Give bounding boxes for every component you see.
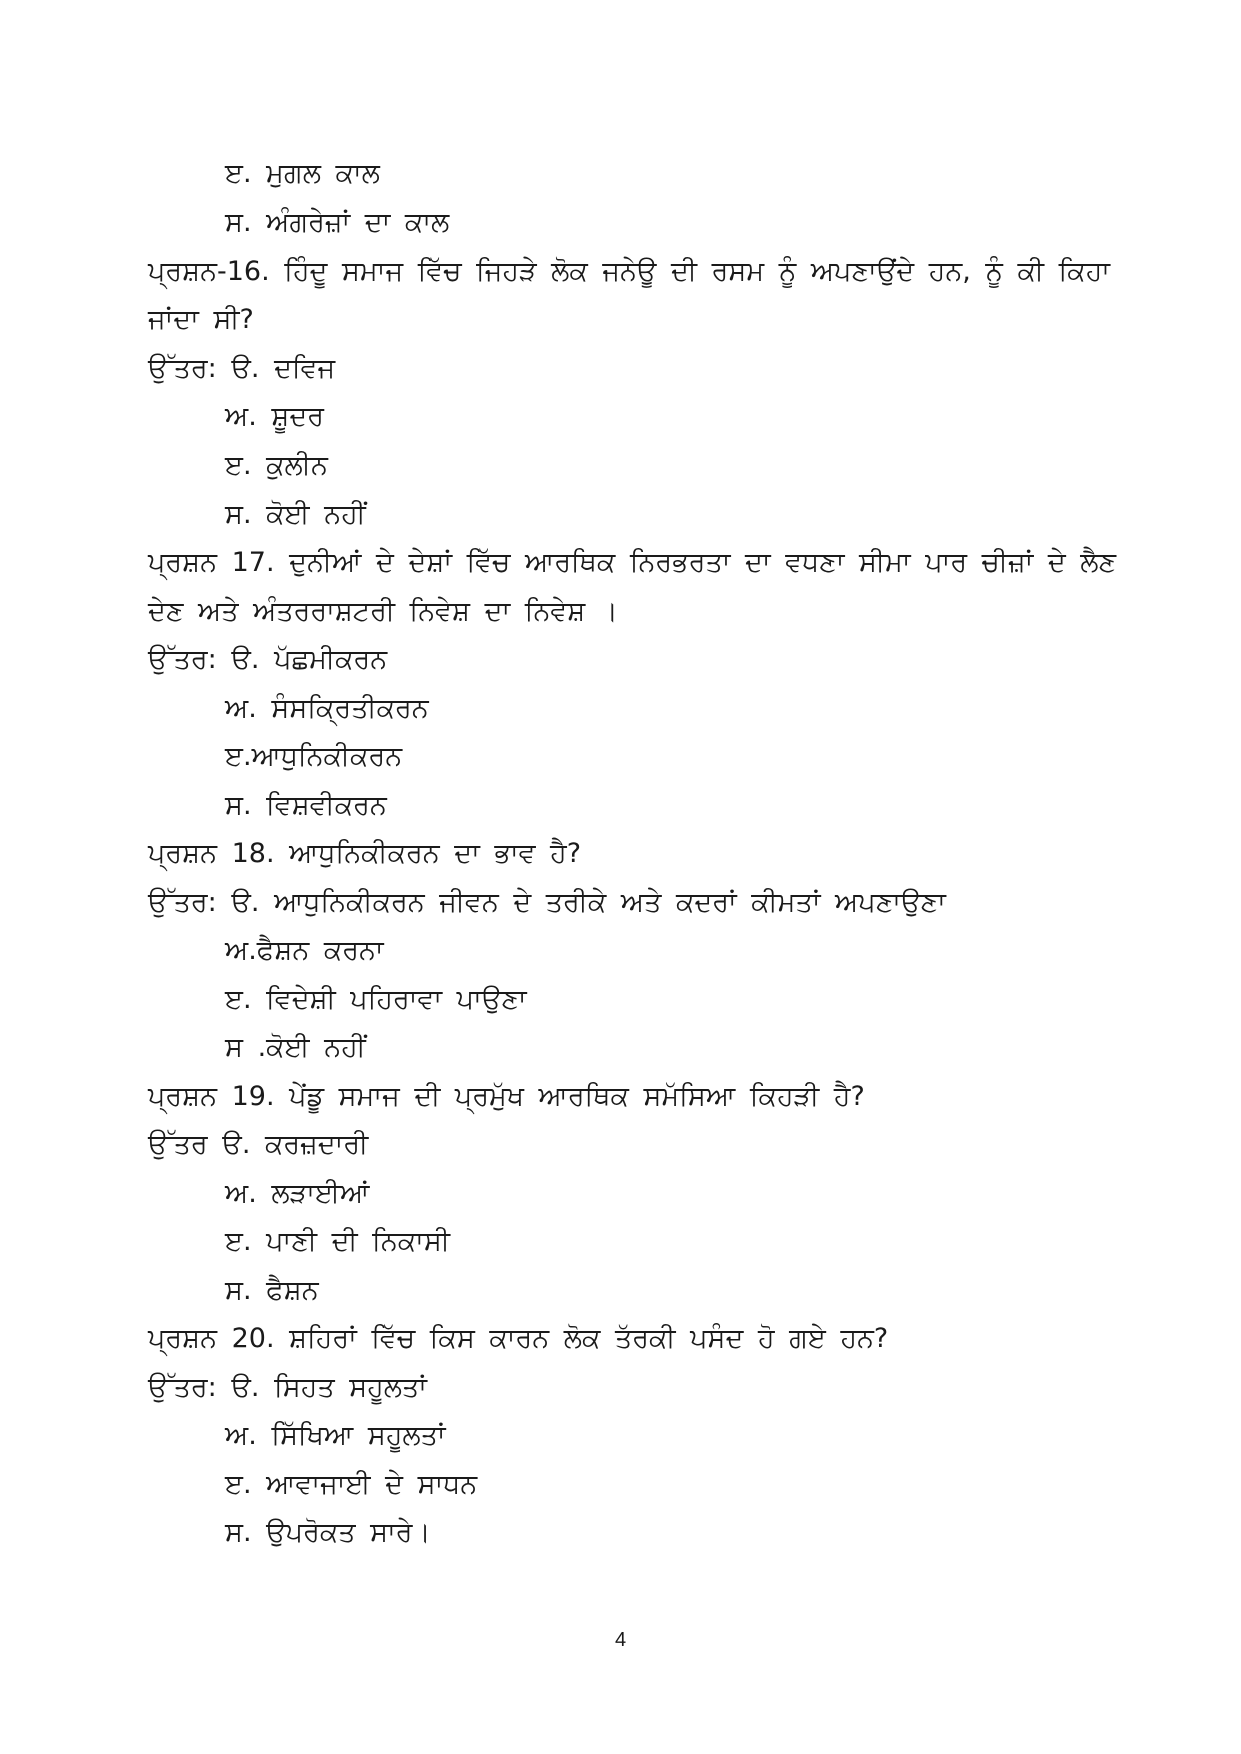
option-c-q18: ੲ. ਵਿਦੇਸ਼ੀ ਪਹਿਰਾਵਾ ਪਾਉਣਾ: [225, 984, 527, 1015]
option-d-q19: ਸ. ਫੈਸ਼ਨ: [225, 1275, 319, 1306]
option-b-q16: ਅ. ਸ਼ੂਦਰ: [225, 401, 324, 432]
option-c-q20: ੲ. ਆਵਾਜਾਈ ਦੇ ਸਾਧਨ: [225, 1469, 478, 1500]
option-b-q19: ਅ. ਲੜਾਈਆਂ: [225, 1178, 370, 1209]
page-number: 4: [614, 1629, 627, 1651]
answer-q17-option-a: ਉੱਤਰ: ੳ. ਪੱਛਮੀਕਰਨ: [148, 644, 388, 675]
answer-q18-option-a: ਉੱਤਰ: ੳ. ਆਧੁਨਿਕੀਕਰਨ ਜੀਵਨ ਦੇ ਤਰੀਕੇ ਅਤੇ ਕਦਰਾਂ ਕੀਮਤਾਂ ਅਪਣਾਉਣਾ: [148, 887, 946, 918]
option-c-q19: ੲ. ਪਾਣੀ ਦੀ ਨਿਕਾਸੀ: [225, 1226, 450, 1257]
option-c-q15: ੲ. ਮੁਗਲ ਕਾਲ: [225, 158, 380, 189]
question-19: ਪ੍ਰਸ਼ਨ 19. ਪੇਂਡੂ ਸਮਾਜ ਦੀ ਪ੍ਰਮੁੱਖ ਆਰਥਿਕ ਸਮੱਸਿਆ ਕਿਹੜੀ ਹੈ?: [148, 1081, 865, 1112]
option-b-q17: ਅ. ਸੰਸਕ੍ਰਿਤੀਕਰਨ: [225, 693, 429, 724]
question-18: ਪ੍ਰਸ਼ਨ 18. ਆਧੁਨਿਕੀਕਰਨ ਦਾ ਭਾਵ ਹੈ?: [148, 838, 582, 869]
question-16-line-1: ਪ੍ਰਸ਼ਨ-16. ਹਿੰਦੂ ਸਮਾਜ ਵਿੱਚ ਜਿਹੜੇ ਲੋਕ ਜਨੇਊ ਦੀ ਰਸਮ ਨੂੰ ਅਪਣਾਉਂਦੇ ਹਨ, ਨੂੰ ਕੀ ਕਿਹਾ: [148, 256, 1111, 287]
question-17-line-1: ਪ੍ਰਸ਼ਨ 17. ਦੁਨੀਆਂ ਦੇ ਦੇਸ਼ਾਂ ਵਿੱਚ ਆਰਥਿਕ ਨਿਰਭਰਤਾ ਦਾ ਵਧਣਾ ਸੀਮਾ ਪਾਰ ਚੀਜ਼ਾਂ ਦੇ ਲੈਣ: [148, 547, 1117, 578]
option-d-q15: ਸ. ਅੰਗਰੇਜ਼ਾਂ ਦਾ ਕਾਲ: [225, 207, 450, 238]
question-20: ਪ੍ਰਸ਼ਨ 20. ਸ਼ਹਿਰਾਂ ਵਿੱਚ ਕਿਸ ਕਾਰਨ ਲੋਕ ਤੱਰਕੀ ਪਸੰਦ ਹੋ ਗਏ ਹਨ?: [148, 1323, 889, 1354]
option-d-q16: ਸ. ਕੋਈ ਨਹੀਂ: [225, 499, 366, 530]
option-d-q17: ਸ. ਵਿਸ਼ਵੀਕਰਨ: [225, 790, 387, 821]
question-17-line-2: ਦੇਣ ਅਤੇ ਅੰਤਰਰਾਸ਼ਟਰੀ ਨਿਵੇਸ਼ ਦਾ ਨਿਵੇਸ਼ ।: [148, 596, 619, 627]
option-c-q17: ੲ.ਆਧੁਨਿਕੀਕਰਨ: [225, 741, 403, 772]
option-d-q20: ਸ. ਉਪਰੋਕਤ ਸਾਰੇ।: [225, 1517, 431, 1548]
option-c-q16: ੲ. ਕੁਲੀਨ: [225, 450, 328, 481]
option-b-q18: ਅ.ਫੈਸ਼ਨ ਕਰਨਾ: [225, 935, 384, 966]
question-16-line-2: ਜਾਂਦਾ ਸੀ?: [148, 304, 254, 335]
answer-q19-option-a: ਉੱਤਰ ੳ. ਕਰਜ਼ਦਾਰੀ: [148, 1129, 369, 1160]
option-b-q20: ਅ. ਸਿੱਖਿਆ ਸਹੂਲਤਾਂ: [225, 1420, 446, 1451]
answer-q16-option-a: ਉੱਤਰ: ੳ. ਦਵਿਜ: [148, 353, 336, 384]
answer-q20-option-a: ਉੱਤਰ: ੳ. ਸਿਹਤ ਸਹੂਲਤਾਂ: [148, 1372, 427, 1403]
option-d-q18: ਸ .ਕੋਈ ਨਹੀਂ: [225, 1032, 366, 1063]
